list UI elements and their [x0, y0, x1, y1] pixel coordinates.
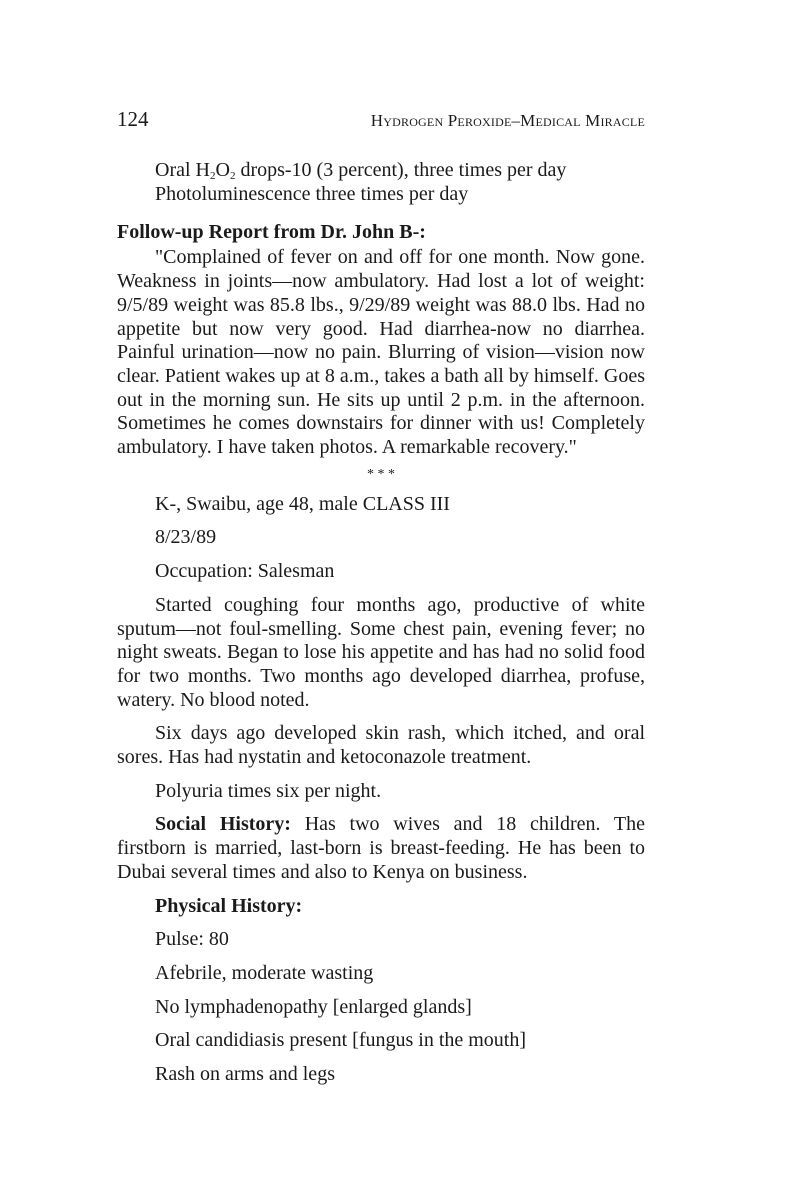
patient-line: K-, Swaibu, age 48, male CLASS III — [155, 492, 450, 515]
running-head: Hydrogen Peroxide–Medical Miracle — [370, 111, 645, 130]
social-history-text: Has two wives and 18 children. The firstborn is married, last-born is breast-feeding. He has been to Dubai several times and also to Kenya on business. — [117, 813, 645, 883]
page-number: 124 — [117, 107, 149, 131]
book-page — [117, 107, 645, 1097]
physical-item: Oral candidiasis present [fungus in the mouth] — [155, 1029, 527, 1052]
occupation: Occupation: Salesman — [155, 560, 335, 583]
history-paragraph-3: Polyuria times six per night. — [155, 779, 382, 802]
treatment-line-1: Oral $H_2O_2$ drops-10 (3 percent), three times per day — [155, 159, 567, 182]
followup-body: "Complained of fever on and off for one month. Now gone. Weakness in joints—now ambulatory. Had lost a lot of weight: 9/5/89 weight was 85.8 lbs., 9/29/89 weight was 88.0 lbs. Had no appetite but now very good. Had diarrhea-now no diarrhea. Painful urination—now no pain. Blurring of vision—vision now clear. Patient wakes up at 8 a.m., takes a bath all by himself. Goes out in the morning sun. He sits up until 2 p.m. in the afternoon. Sometimes he comes downstairs for dinner with us! Completely ambulatory. I have taken photos. A remarkable recovery." — [117, 246, 645, 459]
history-paragraph-2: Six days ago developed skin rash, which itched, and oral sores. Has had nystatin and ketoconazole treatment. — [117, 722, 645, 769]
physical-item: No lymphadenopathy [enlarged glands] — [155, 995, 472, 1018]
social-history — [117, 813, 645, 884]
treatment-line-2: Photoluminescence three times per day — [155, 182, 469, 205]
case-date: 8/23/89 — [155, 526, 217, 549]
physical-history-label: Physical History: — [155, 894, 303, 917]
section-separator: * * * — [367, 466, 395, 482]
physical-item: Rash on arms and legs — [155, 1063, 335, 1086]
page-header — [117, 107, 645, 139]
followup-heading: Follow-up Report from Dr. John B-: — [117, 221, 426, 244]
social-history-label: Social History: — [155, 813, 291, 836]
history-paragraph-1: Started coughing four months ago, productive of white sputum—not foul-smelling. Some chest pain, evening fever; no night sweats. Began to lose his appetite and has had no solid food for two months. Two months ago developed diarrhea, profuse, watery. No blood noted. — [117, 593, 645, 711]
physical-item: Afebrile, moderate wasting — [155, 961, 374, 984]
physical-item: Pulse: 80 — [155, 928, 229, 951]
